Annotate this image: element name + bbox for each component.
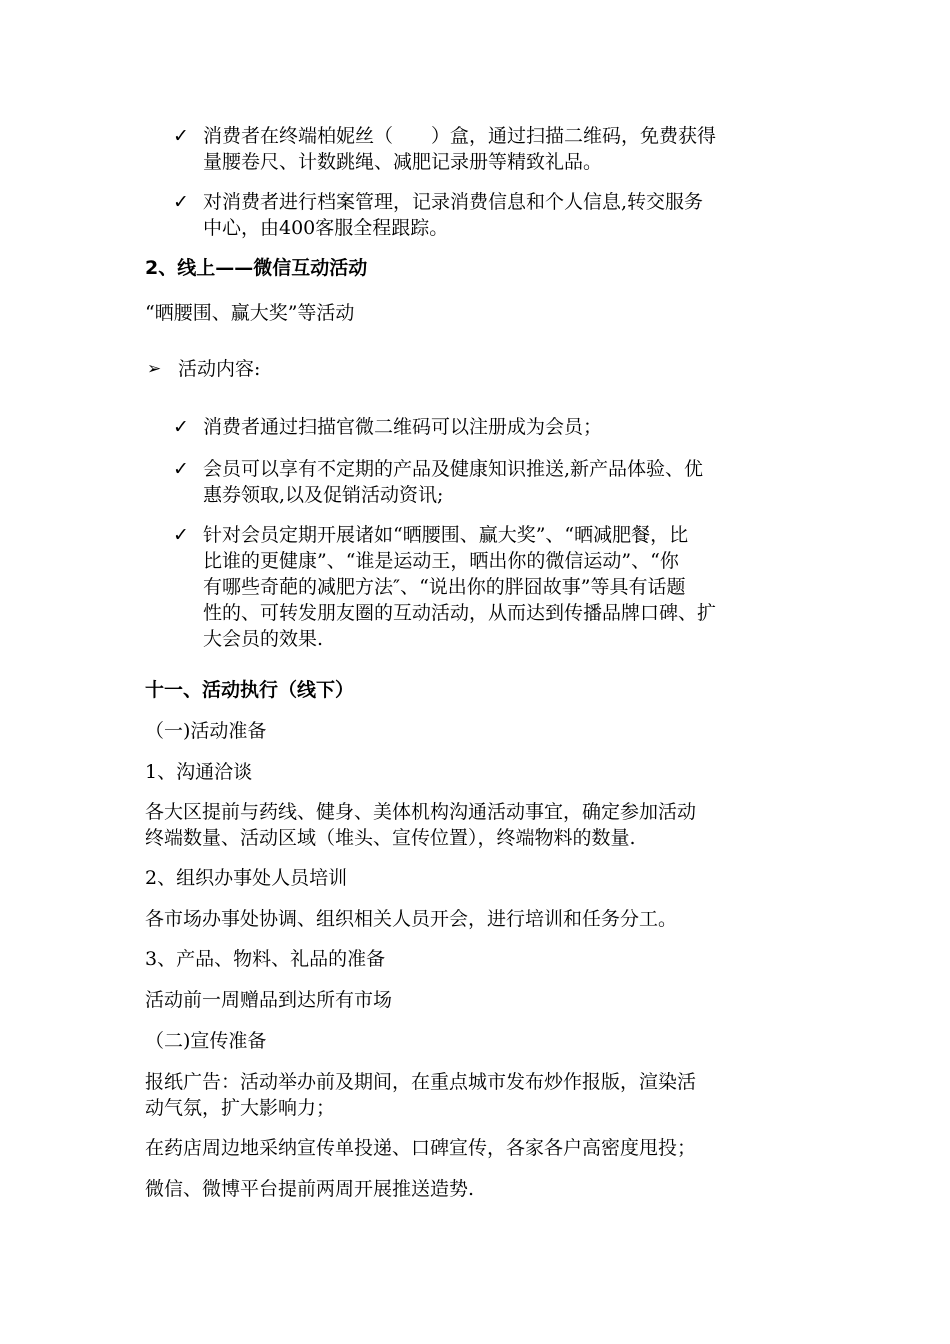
content-label: 活动内容: — [178, 358, 261, 380]
bullet-line: 消费者在终端柏妮丝（ ）盒，通过扫描二维码，免费获得 — [203, 125, 717, 147]
arrowhead-bullet-icon: ➢ — [147, 359, 162, 379]
bullet-line: 比谁的更健康”、“谁是运动王，晒出你的微信运动”、“你 — [203, 550, 679, 572]
subsection-heading: （一)活动准备 — [145, 720, 267, 742]
subsection-heading: （二)宣传准备 — [145, 1030, 267, 1052]
item-heading: 3、产品、物料、礼品的准备 — [145, 948, 386, 970]
bullet-line: 对消费者进行档案管理，记录消费信息和个人信息,转交服务 — [203, 191, 704, 213]
bullet-line: 中心，由400客服全程跟踪。 — [203, 217, 449, 239]
item-body-line: 各大区提前与药线、健身、美体机构沟通活动事宜，确定参加活动 — [145, 801, 697, 823]
chapter-heading: 十一、活动执行（线下） — [145, 679, 355, 701]
bullet-line: 性的、可转发朋友圈的互动活动，从而达到传播品牌口碑、扩 — [203, 602, 717, 624]
bullet-line: 有哪些奇葩的减肥方法″、“说出你的胖囧故事”等具有话题 — [203, 576, 686, 598]
section-heading: 2、线上——微信互动活动 — [145, 257, 368, 279]
bullet-line: 针对会员定期开展诸如“晒腰围、赢大奖”、“晒减肥餐，比 — [203, 524, 689, 546]
item-heading: 1、沟通洽谈 — [145, 761, 253, 783]
check-mark-icon: ✓ — [173, 191, 189, 213]
bullet-line: 大会员的效果. — [203, 628, 324, 650]
check-mark-icon: ✓ — [173, 458, 189, 480]
check-mark-icon: ✓ — [173, 125, 189, 147]
promo-line: 动气氛，扩大影响力； — [145, 1097, 336, 1119]
promo-line: 在药店周边地采纳宣传单投递、口碑宣传，各家各户高密度甩投； — [145, 1137, 697, 1159]
bullet-line: 会员可以享有不定期的产品及健康知识推送,新产品体验、优 — [203, 458, 704, 480]
item-body-line: 活动前一周赠品到达所有市场 — [145, 989, 393, 1011]
check-mark-icon: ✓ — [173, 524, 189, 546]
promo-line: 报纸广告：活动举办前及期间，在重点城市发布炒作报版，渲染活 — [145, 1071, 697, 1093]
item-body-line: 各市场办事处协调、组织相关人员开会，进行培训和任务分工。 — [145, 908, 678, 930]
section-intro: “晒腰围、赢大奖”等活动 — [145, 302, 355, 324]
bullet-line: 量腰卷尺、计数跳绳、减肥记录册等精致礼品。 — [203, 151, 603, 173]
bullet-line: 消费者通过扫描官微二维码可以注册成为会员； — [203, 416, 603, 438]
item-body-line: 终端数量、活动区域（堆头、宣传位置），终端物料的数量. — [145, 827, 636, 849]
promo-line: 微信、微博平台提前两周开展推送造势. — [145, 1178, 475, 1200]
check-mark-icon: ✓ — [173, 416, 189, 438]
bullet-line: 惠券领取,以及促销活动资讯; — [203, 484, 444, 506]
item-heading: 2、组织办事处人员培训 — [145, 867, 348, 889]
